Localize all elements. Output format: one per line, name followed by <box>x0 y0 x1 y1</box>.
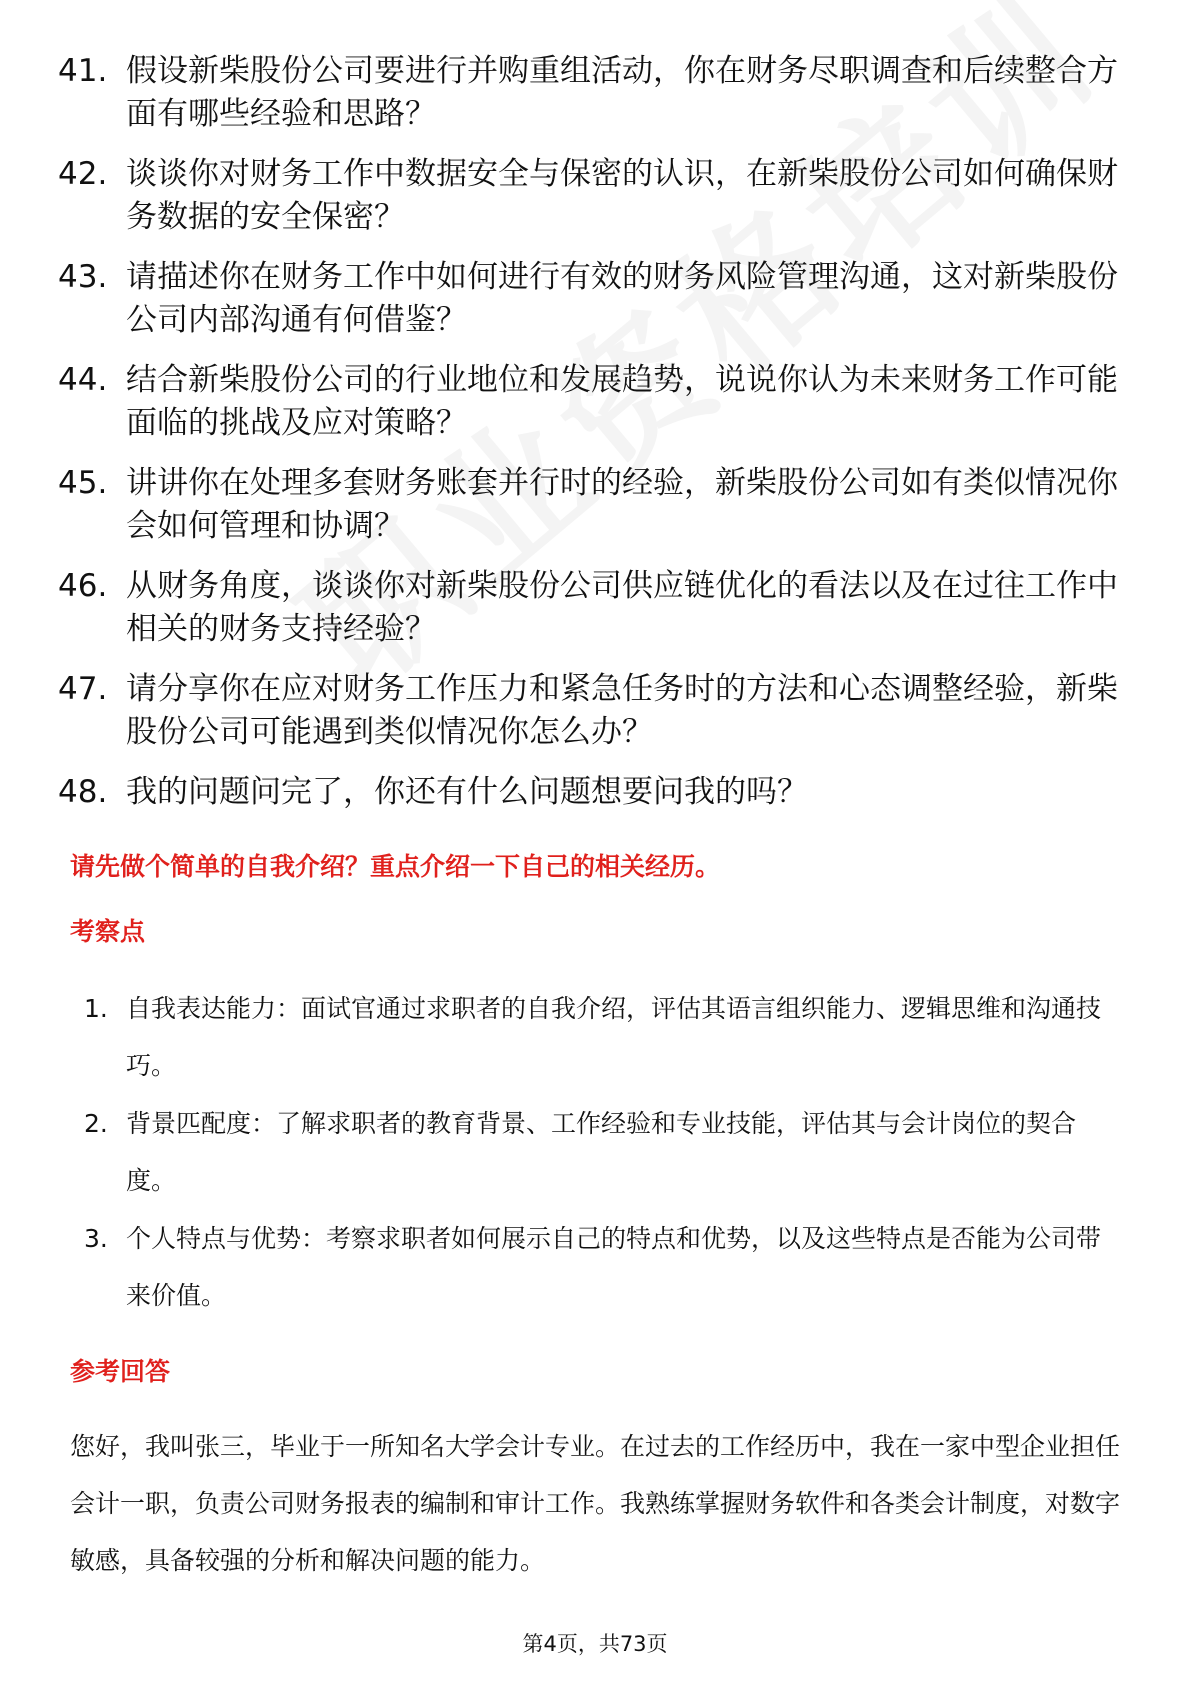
question-text: 请分享你在应对财务工作压力和紧急任务时的方法和心态调整经验，新柴股份公司可能遇到类似情况你怎么办？ <box>126 671 1118 750</box>
question-item <box>58 256 1118 342</box>
evaluation-points-list <box>84 980 1124 1325</box>
question-item <box>58 565 1118 651</box>
answer-text: 您好，我叫张三，毕业于一所知名大学会计专业。在过去的工作经历中，我在一家中型企业担任会计一职，负责公司财务报表的编制和审计工作。我熟练掌握财务软件和各类会计制度，对数字敏感，具备较强的分析和解决问题的能力。 <box>70 1432 1121 1575</box>
evaluation-point <box>84 1095 1124 1209</box>
question-text: 结合新柴股份公司的行业地位和发展趋势，说说你认为未来财务工作可能面临的挑战及应对策略？ <box>126 362 1118 441</box>
question-text: 谈谈你对财务工作中数据安全与保密的认识，在新柴股份公司如何确保财务数据的安全保密？ <box>126 156 1118 235</box>
question-number: 44. <box>58 362 108 398</box>
question-text: 我的问题问完了，你还有什么问题想要问我的吗？ <box>126 774 808 810</box>
point-text: 个人特点与优势：考察求职者如何展示自己的特点和优势，以及这些特点是否能为公司带来价值。 <box>126 1224 1102 1310</box>
question-heading: 请先做个简单的自我介绍？重点介绍一下自己的相关经历。 <box>70 852 721 881</box>
point-number: 3. <box>84 1224 108 1253</box>
question-number: 43. <box>58 259 108 295</box>
question-number: 47. <box>58 671 108 707</box>
question-item <box>58 668 1118 754</box>
evaluation-point <box>84 980 1124 1094</box>
question-number: 41. <box>58 53 108 89</box>
answer-heading: 参考回答 <box>70 1357 171 1386</box>
point-text: 自我表达能力：面试官通过求职者的自我介绍，评估其语言组织能力、逻辑思维和沟通技巧。 <box>126 994 1102 1080</box>
question-text: 讲讲你在处理多套财务账套并行时的经验，新柴股份公司如有类似情况你会如何管理和协调？ <box>126 465 1118 544</box>
point-text: 背景匹配度：了解求职者的教育背景、工作经验和专业技能，评估其与会计岗位的契合度。 <box>126 1109 1077 1195</box>
question-item <box>58 153 1118 239</box>
evaluation-point <box>84 1210 1124 1324</box>
question-item <box>58 359 1118 445</box>
question-text: 假设新柴股份公司要进行并购重组活动，你在财务尽职调查和后续整合方面有哪些经验和思路？ <box>126 53 1118 132</box>
point-number: 2. <box>84 1109 108 1138</box>
question-number: 48. <box>58 774 108 810</box>
question-number: 46. <box>58 568 108 604</box>
question-text: 从财务角度，谈谈你对新柴股份公司供应链优化的看法以及在过往工作中相关的财务支持经验？ <box>126 568 1118 647</box>
question-text: 请描述你在财务工作中如何进行有效的财务风险管理沟通，这对新柴股份公司内部沟通有何借鉴？ <box>126 259 1118 338</box>
page-number: 第4页，共73页 <box>522 1632 668 1656</box>
question-item <box>58 50 1118 136</box>
points-heading: 考察点 <box>70 917 146 946</box>
point-number: 1. <box>84 994 108 1023</box>
question-number: 45. <box>58 465 108 501</box>
question-list <box>58 50 1118 831</box>
question-item <box>58 462 1118 548</box>
question-number: 42. <box>58 156 108 192</box>
question-item <box>58 771 1118 814</box>
